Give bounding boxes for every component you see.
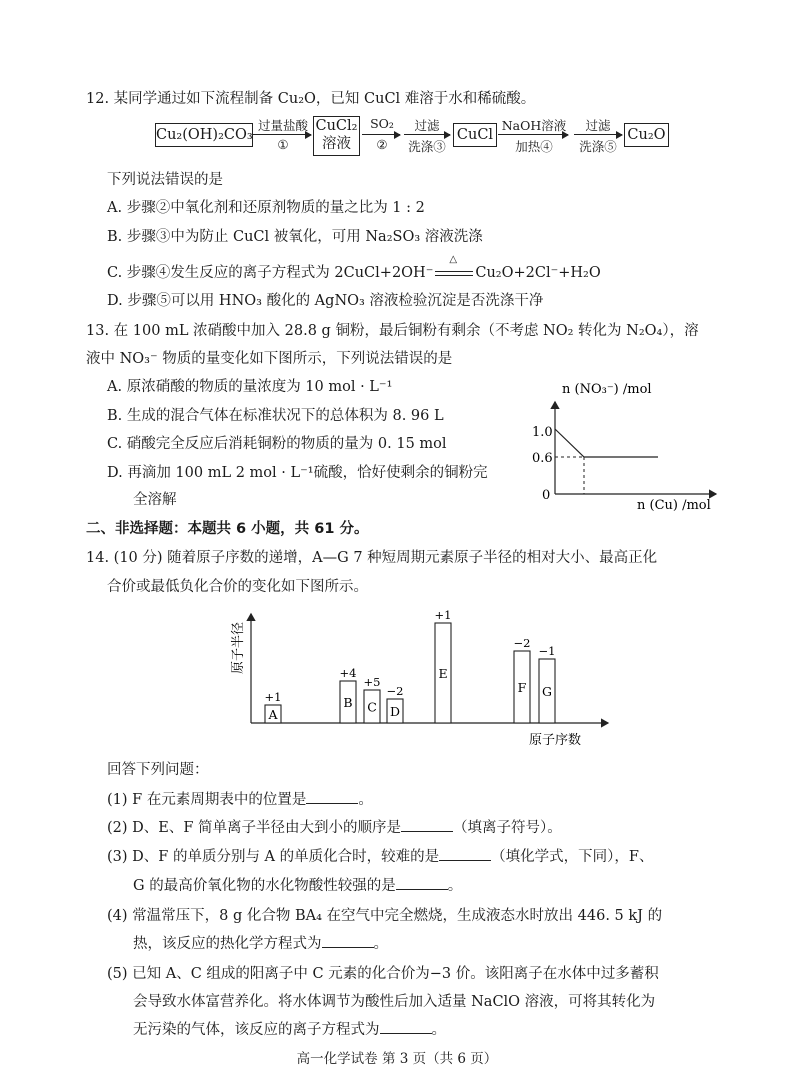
bar-valence-a: +1 bbox=[264, 690, 282, 704]
flow-arrow3-bottom: 洗涤③ bbox=[408, 139, 446, 154]
q14-part4b-end: 。 bbox=[373, 936, 388, 952]
flow-arrow5-bottom: 洗涤⑤ bbox=[579, 139, 617, 154]
section-2-heading: 二、非选择题：本题共 6 小题，共 61 分。 bbox=[86, 521, 369, 537]
q13-curve bbox=[555, 429, 658, 457]
q14-stem-line2: 合价或最低负化合价的变化如下图所示。 bbox=[107, 579, 368, 595]
heat-equals-sign bbox=[435, 254, 473, 280]
q13-option-c: C. 硝酸完全反应后消耗铜粉的物质的量为 0. 15 mol bbox=[107, 436, 447, 452]
flow-box-cucl2 bbox=[313, 116, 360, 156]
flow-box-cucl: CuCl bbox=[453, 123, 497, 147]
q14-x-label: 原子序数 bbox=[529, 733, 582, 748]
q13-graph bbox=[520, 372, 740, 512]
flow-arrow4-bottom: 加热④ bbox=[515, 139, 553, 154]
q14-chart bbox=[225, 600, 625, 752]
q14-bars bbox=[265, 608, 556, 723]
flow-box-cu2o: Cu₂O bbox=[624, 123, 669, 147]
flow-arrow2-bottom: ② bbox=[376, 137, 388, 152]
q12-option-c-text: C. 步骤④发生反应的离子方程式为 2CuCl+2OH⁻ bbox=[107, 265, 434, 281]
bar-valence-b: +4 bbox=[339, 666, 357, 680]
q14-part1 bbox=[107, 788, 373, 809]
q14-part1-end: 。 bbox=[358, 792, 373, 808]
q14-part3b-text: G 的最高价氧化物的水化物酸性较强的是 bbox=[133, 878, 396, 894]
bar-label-d: D bbox=[389, 704, 401, 719]
q13-option-d-line1: D. 再滴加 100 mL 2 mol · L⁻¹硫酸，恰好使剩余的铜粉完 bbox=[107, 465, 488, 481]
q13-stem-line2: 液中 NO₃⁻ 物质的量变化如下图所示，下列说法错误的是 bbox=[86, 351, 453, 367]
q14-part4b bbox=[133, 932, 388, 953]
flow-arrow5-top: 过滤 bbox=[585, 118, 611, 133]
q12-option-d: D. 步骤⑤可以用 HNO₃ 酸化的 AgNO₃ 溶液检验沉淀是否洗涤干净 bbox=[107, 293, 544, 309]
q14-part5a: (5) 已知 A、C 组成的阳离子中 C 元素的化合价为−3 价。该阳离子在水体中过多蓄积 bbox=[107, 966, 659, 982]
q14-part3a bbox=[107, 845, 653, 866]
q14-part2 bbox=[107, 816, 562, 837]
flow-arrow-3 bbox=[404, 134, 450, 135]
page-footer: 高一化学试卷 第 3 页（共 6 页） bbox=[296, 1051, 498, 1067]
answer-blank-5[interactable] bbox=[380, 1021, 432, 1034]
bar-valence-g: −1 bbox=[538, 644, 556, 658]
flow-box-cucl2-line1: CuCl₂ bbox=[315, 118, 358, 134]
bar-valence-f: −2 bbox=[513, 636, 531, 650]
flow-arrow2-top: SO₂ bbox=[370, 116, 394, 131]
bar-label-g: G bbox=[542, 684, 552, 699]
flow-arrow-5 bbox=[574, 134, 622, 135]
q14-intro: 回答下列问题： bbox=[107, 762, 209, 778]
q12-option-b: B. 步骤③中为防止 CuCl 被氧化，可用 Na₂SO₃ 溶液洗涤 bbox=[107, 229, 483, 245]
q14-y-label: 原子半径 bbox=[231, 621, 246, 674]
q13-y-label: n (NO₃⁻) /mol bbox=[562, 382, 652, 397]
q12-stem: 12. 某同学通过如下流程制备 Cu₂O，已知 CuCl 难溶于水和稀硫酸。 bbox=[86, 91, 536, 107]
q12-option-a: A. 步骤②中氧化剂和还原剂物质的量之比为 1 : 2 bbox=[107, 200, 425, 216]
q12-option-c bbox=[107, 254, 601, 282]
q14-part3b bbox=[133, 874, 462, 895]
q13-option-d-line2: 全溶解 bbox=[133, 492, 177, 508]
answer-blank-4[interactable] bbox=[322, 935, 374, 948]
bar-valence-d: −2 bbox=[386, 684, 404, 698]
q14-part3a-text: (3) D、F 的单质分别与 A 的单质化合时，较难的是 bbox=[107, 849, 440, 865]
q14-part5c-end: 。 bbox=[431, 1022, 446, 1038]
q12-prompt: 下列说法错误的是 bbox=[107, 172, 223, 188]
answer-blank-2[interactable] bbox=[401, 819, 453, 832]
q14-stem-line1: 14. (10 分) 随着原子序数的递增，A—G 7 种短周期元素原子半径的相对大小、最高正化 bbox=[86, 550, 658, 566]
q13-x-label: n (Cu) /mol bbox=[637, 498, 711, 512]
q14-part3b-end: 。 bbox=[447, 878, 463, 894]
bar-valence-e: +1 bbox=[434, 608, 452, 622]
q13-tick-0-6: 0.6 bbox=[532, 451, 553, 466]
answer-blank-3b[interactable] bbox=[396, 877, 448, 890]
q14-part3a-end: （填化学式，下同），F、 bbox=[491, 849, 654, 865]
bar-label-f: F bbox=[517, 680, 527, 695]
q12-option-c-products: Cu₂O+2Cl⁻+H₂O bbox=[475, 265, 601, 281]
flow-arrow-2 bbox=[362, 134, 400, 135]
flow-arrow3-top: 过滤 bbox=[414, 118, 440, 133]
bar-label-c: C bbox=[367, 699, 377, 715]
bar-label-e: E bbox=[438, 666, 448, 681]
q14-part1-text: (1) F 在元素周期表中的位置是 bbox=[107, 792, 307, 808]
q14-part2-end: （填离子符号）。 bbox=[453, 820, 562, 836]
q13-tick-1-0: 1.0 bbox=[532, 425, 553, 440]
answer-blank-3a[interactable] bbox=[439, 848, 491, 861]
flow-arrow-4 bbox=[498, 134, 568, 135]
q14-part2-text: (2) D、E、F 简单离子半径由大到小的顺序是 bbox=[107, 820, 402, 836]
bar-valence-c: +5 bbox=[363, 675, 381, 689]
flow-box-cucl2-line2: 溶液 bbox=[322, 136, 351, 152]
q14-part4a: (4) 常温常压下，8 g 化合物 BA₄ 在空气中完全燃烧，生成液态水时放出 446. 5 kJ 的 bbox=[107, 908, 663, 924]
answer-blank-1[interactable] bbox=[306, 791, 358, 804]
q14-part4b-text: 热，该反应的热化学方程式为 bbox=[133, 936, 322, 952]
bar-label-a: A bbox=[268, 707, 278, 722]
q14-part5c bbox=[133, 1018, 446, 1039]
flow-arrow4-top: NaOH溶液 bbox=[501, 118, 567, 133]
q13-option-a: A. 原浓硝酸的物质的量浓度为 10 mol · L⁻¹ bbox=[107, 379, 393, 395]
q13-origin: 0 bbox=[542, 488, 551, 503]
flow-arrow1-top: 过量盐酸 bbox=[257, 118, 308, 133]
bar-label-b: B bbox=[343, 695, 353, 710]
flow-box-start: Cu₂(OH)₂CO₃ bbox=[155, 123, 253, 147]
flow-arrow1-bottom: ① bbox=[277, 137, 289, 152]
flow-arrow-1 bbox=[253, 134, 311, 135]
q13-option-b: B. 生成的混合气体在标准状况下的总体积为 8. 96 L bbox=[107, 408, 444, 424]
q14-part5b: 会导致水体富营养化。将水体调节为酸性后加入适量 NaClO 溶液，可将其转化为 bbox=[133, 994, 656, 1010]
q14-part5c-text: 无污染的气体，该反应的离子方程式为 bbox=[133, 1022, 380, 1038]
q13-stem-line1: 13. 在 100 mL 浓硝酸中加入 28.8 g 铜粉，最后铜粉有剩余（不考虑 NO₂ 转化为 N₂O₄），溶 bbox=[86, 323, 699, 339]
heat-symbol: △ bbox=[449, 254, 458, 265]
